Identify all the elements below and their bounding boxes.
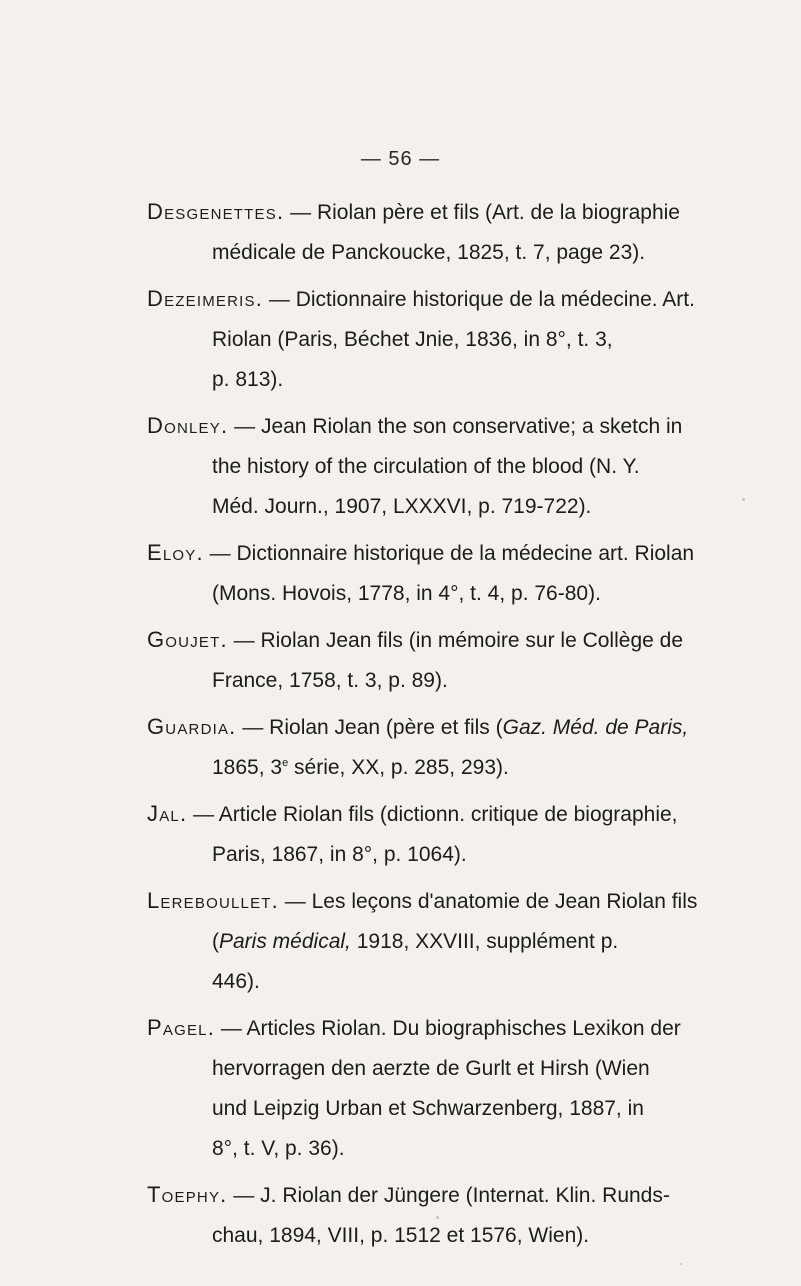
journal-title: Paris médical, [219, 930, 351, 953]
bibliography-entry [147, 620, 797, 701]
entry-author: Toephy. [147, 1182, 228, 1207]
entry-text-line: — Article Riolan fils (dictionn. critique de biographie, [193, 803, 678, 826]
entry-text-line: p. 813). [212, 368, 284, 391]
entry-author: Guardia. [147, 714, 237, 739]
entry-text-line: Paris, 1867, in 8°, p. 1064). [212, 843, 467, 866]
bibliography-entry [147, 1175, 797, 1256]
entry-text-line: — Dictionnaire historique de la médecine. Art. [268, 288, 695, 311]
entry-author: Desgenettes. [147, 199, 285, 224]
bibliography-entry [147, 406, 797, 527]
entry-text-line: Riolan (Paris, Béchet Jnie, 1836, in 8°, t. 3, [212, 328, 613, 351]
bibliography-entry [147, 707, 797, 788]
entry-author: Dezeimeris. [147, 286, 264, 311]
bibliography-entry [147, 533, 797, 614]
entry-text-line: — Riolan père et fils (Art. de la biographie [290, 201, 680, 224]
entry-author: Pagel. [147, 1015, 216, 1040]
bibliography-list [147, 192, 797, 1262]
page-number: — 56 — [360, 148, 441, 170]
entry-author: Lereboullet. [147, 888, 279, 913]
entry-text-segment: — Riolan Jean (père et fils ( [242, 716, 503, 739]
entry-text-line: — Riolan Jean fils (in mémoire sur le Collège de [233, 629, 683, 652]
entry-text-segment: 1865, 3 [212, 756, 283, 779]
entry-text-line: Méd. Journ., 1907, LXXXVI, p. 719-722). [212, 495, 592, 518]
entry-text-line: — Dictionnaire historique de la médecine art. Riolan [209, 542, 695, 565]
entry-text-segment: 1918, XXVIII, supplément p. [350, 930, 619, 953]
entry-text-line: 446). [212, 970, 260, 993]
entry-text-line: médicale de Panckoucke, 1825, t. 7, page 23). [212, 241, 646, 264]
bibliography-entry [147, 794, 797, 875]
entry-author: Goujet. [147, 627, 228, 652]
entry-text-segment: ( [212, 930, 219, 953]
entry-text-line: — Articles Riolan. Du biographisches Lexikon der [220, 1017, 681, 1040]
entry-text-line: — Les leçons d'anatomie de Jean Riolan fils [284, 890, 698, 913]
paper-speck [436, 1216, 439, 1219]
entry-text-line: — J. Riolan der Jüngere (Internat. Klin. Runds- [233, 1184, 670, 1207]
journal-title: Gaz. Méd. de Paris, [502, 716, 689, 739]
entry-text-line: — Jean Riolan the son conservative; a sketch in [234, 415, 683, 438]
entry-author: Donley. [147, 413, 229, 438]
entry-text-line: France, 1758, t. 3, p. 89). [212, 669, 448, 692]
entry-text-line: hervorragen den aerzte de Gurlt et Hirsh (Wien [212, 1057, 650, 1080]
bibliography-entry [147, 881, 797, 1002]
entry-text-line: chau, 1894, VIII, p. 1512 et 1576, Wien). [212, 1224, 590, 1247]
bibliography-entry [147, 1008, 797, 1169]
entry-text-line: the history of the circulation of the blood (N. Y. [212, 455, 640, 478]
entry-text-segment: série, XX, p. 285, 293). [288, 756, 509, 779]
entry-text-line: 8°, t. V, p. 36). [212, 1137, 345, 1160]
paper-speck [680, 1263, 682, 1265]
paper-speck [742, 498, 745, 501]
bibliography-entry [147, 279, 797, 400]
bibliography-entry [147, 192, 797, 273]
entry-text-line: (Mons. Hovois, 1778, in 4°, t. 4, p. 76-80). [212, 582, 601, 605]
entry-author: Eloy. [147, 540, 204, 565]
entry-text-line: und Leipzig Urban et Schwarzenberg, 1887, in [212, 1097, 644, 1120]
superscript: e [282, 757, 289, 769]
entry-author: Jal. [147, 801, 188, 826]
